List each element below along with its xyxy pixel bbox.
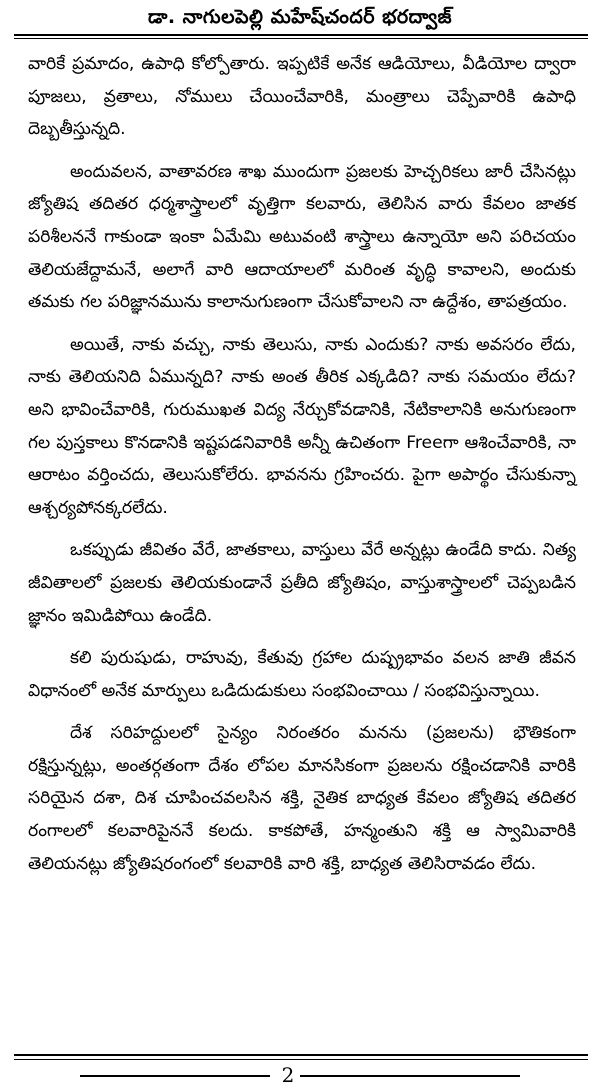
paragraph: వారికే ప్రమాదం, ఉపాధి కోల్పోతారు. ఇప్పటికే అనేక ఆడియోలు, వీడియోల ద్వారా పూజలు, వ్రతాలు, నోములు చేయించేవారికి, మంత్రాలు చెప్పేవారికి ఉపాధి దెబ్బతీస్తున్నది. [28, 54, 576, 140]
footer-ornament-right [300, 1075, 520, 1077]
paragraph: ఒకప్పుడు జీవితం వేరే, జాతకాలు, వాస్తులు వేరే అన్నట్లు ఉండేది కాదు. నిత్య జీవితాలలో ప్రజలకు తెలియకుండానే ప్రతీది జ్యోతిషం, వాస్తుశాస్త్రాలలో చెప్పబడిన జ్ఞానం ఇమిడిపోయి ఉండేది. [28, 540, 576, 626]
paragraph: అందువలన, వాతావరణ శాఖ ముందుగా ప్రజలకు హెచ్చరికలు జారీ చేసినట్లు జ్యోతిష తదితర ధర్మశాస్త్రాలలో వృత్తిగా కలవారు, తెలిసిన వారు కేవలం జాతక పరిశీలననే గాకుండా ఇంకా ఏమేమి అటువంటి శాస్త్రాలు ఉన్నాయో అని పరిచయం తెలియజేద్దామనే, అలాగే వారి ఆదాయాలలో మరింత వృద్ధి కావాలని, అందుకు తమకు గల పరిజ్ఞానమును కాలానుగుణంగా చేసుకోవాలని నా ఉద్దేశం, తాపత్రయం. [28, 161, 576, 313]
paragraph: కలి పురుషుడు, రాహువు, కేతువు గ్రహాల దుష్ప్రభావం వలన జాతి జీవన విధానంలో అనేక మార్పులు ఒడిదుడుకులు సంభవించాయి / సంభవిస్తున్నాయి. [28, 648, 576, 701]
paragraph: దేశ సరిహద్దులలో సైన్యం నిరంతరం మనను (ప్రజలను) భౌతికంగా రక్షిస్తున్నట్లు, అంతర్గతంగా దేశం లోపల మానసికంగా ప్రజలను రక్షించడానికి వారికి సరియైన దశా, దిశ చూపించవలసిన శక్తి, నైతిక బాధ్యత కేవలం జ్యోతిష తదితర రంగాలలో కలవారిపైననే కలదు. కాకపోతే, హన్మంతుని శక్తి ఆ స్వామివారికి తెలియనట్లు జ్యోతిషరంగంలో కలవారికి వారి శక్తి, బాధ్యత తెలిసిరావడం లేదు. [28, 723, 576, 874]
running-head-author: డా. నాగులపెల్లి మహేష్‌చందర్ భరద్వాజ్ [147, 6, 453, 28]
header-rule [14, 34, 588, 36]
footer-rule-thin [14, 1059, 588, 1060]
footer-ornament-left [80, 1075, 270, 1077]
body-text [28, 48, 576, 890]
header-rule-thin [14, 38, 588, 39]
paragraph: అయితే, నాకు వచ్చు, నాకు తెలుసు, నాకు ఎందుకు? నాకు అవసరం లేదు, నాకు తెలియనిది ఏమున్నది? నాకు అంత తీరిక ఎక్కడిది? నాకు సమయం లేదు? అని భావించేవారికి, గురుముఖత విద్య నేర్చుకోవడానికి, నేటికాలానికి అనుగుణంగా గల పుస్తకాలు కొనడానికి ఇష్టపడనివారికి అన్నీ ఉచితంగా Freeగా ఆశించేవారికి, నా ఆరాటం వర్తించదు, తెలుసుకోలేరు. భావనను గ్రహించరు. పైగా అపార్థం చేసుకున్నా ఆశ్చర్యపోనక్కరలేదు. [28, 334, 576, 518]
footer-rule [14, 1054, 588, 1056]
page-number: 2 [281, 1063, 295, 1087]
